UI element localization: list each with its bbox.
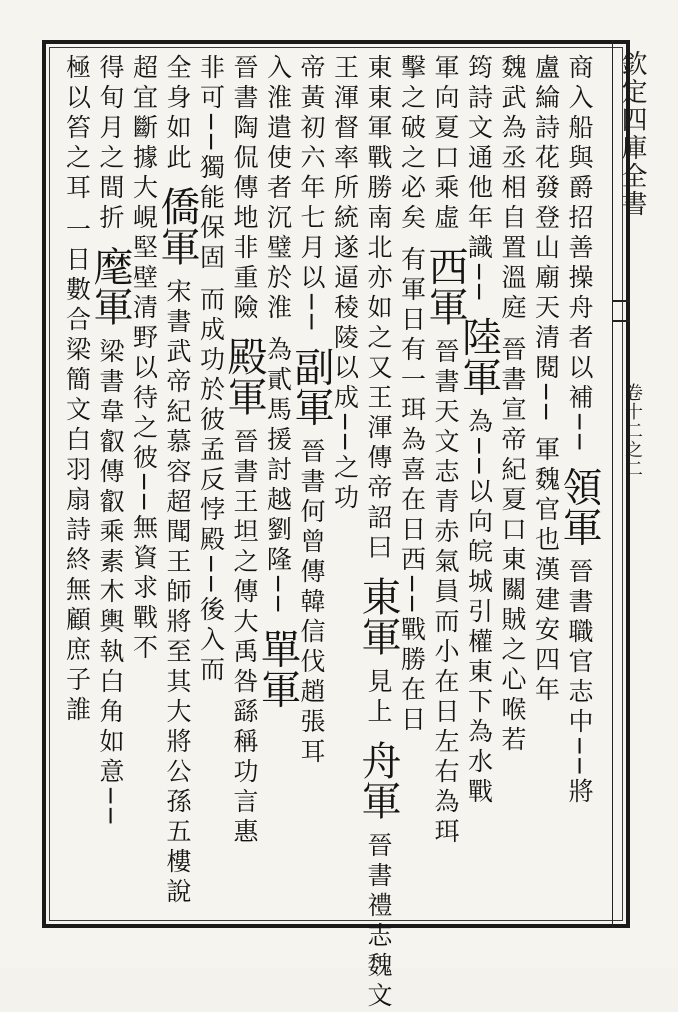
column-text: 晉書職官志中──將 [565, 558, 594, 809]
column-text: 為──以向皖城引權東下為水戰 [464, 408, 494, 809]
column-text: 軍魏官也漢建安四年 [531, 436, 561, 707]
heading-term: 單軍 [254, 628, 301, 709]
column-text: 宋書武帝紀慕容超聞王師將至其大將公孫五樓說 [163, 278, 192, 908]
heading-term: 領軍 [556, 466, 602, 547]
heading-term: 東軍 [355, 576, 401, 656]
column-text: 得旬月之間折 [96, 54, 125, 234]
column-text: 商入船與爵招善操舟者以補── [565, 54, 594, 455]
column-text: 盧綸詩花發登山廟天清閱── [531, 54, 561, 425]
column-text: 為貳馬援討越劉隆── [263, 336, 293, 617]
column-text: 東東軍戰勝南北亦如之又王渾傳帝詔曰 [364, 54, 393, 564]
column-text: 極以笞之耳 [62, 54, 92, 204]
column-text: 軍向夏口乘虛 [431, 54, 460, 234]
column-text: 帝黃初六年七月以── [297, 54, 326, 335]
heading-term: 麾軍 [87, 246, 133, 326]
text-column [54, 54, 100, 914]
heading-term: 副軍 [288, 346, 334, 427]
column-text: 晉書何曾傳韓信伐趙張耳 [297, 438, 326, 769]
column-text: 晉書天文志青赤氣員而小在日左右為珥 [431, 338, 460, 848]
column-text: 晉書王坦之傳大禹咎繇稱功言惠 [230, 428, 259, 848]
column-text: 筠詩文通他年識── [464, 54, 494, 305]
column-text: 晉書陶侃傳地非重險 [230, 54, 259, 324]
heading-term: 殿軍 [221, 336, 267, 416]
column-text: 超宜斷據大峴堅壁清野以待之彼──無資求戰不 [129, 54, 159, 665]
column-text: 梁書韋叡傳叡乘素木輿執白角如意── [96, 338, 125, 829]
book-title: 欽定四庫全書 [617, 50, 647, 218]
column-text: 有軍日有一珥為喜在日西──戰勝在日 [397, 246, 427, 737]
heading-term: 陸軍 [455, 316, 502, 397]
column-text: 晉書宣帝紀夏口東關賊之心喉若 [498, 336, 527, 756]
column-text: 王渾督率所統遂逼稜陵以成──之功 [330, 54, 360, 515]
column-text: 而成功於彼孟反悖殿──後入而 [196, 286, 226, 687]
column-text: 魏武為丞相自置溫庭 [498, 54, 527, 324]
heading-term: 僑軍 [154, 186, 200, 266]
fishtail-mark [612, 300, 630, 322]
heading-term: 舟軍 [355, 740, 401, 820]
column-text: 非可──獨能保固 [196, 54, 226, 275]
column-text: 全身如此 [163, 54, 192, 174]
column-text: 擊之破之必矣 [397, 54, 427, 234]
juan-number: 卷十二之二 [622, 383, 643, 478]
column-text: 入淮遣使者沉璧於淮 [263, 54, 293, 324]
heading-term: 西軍 [422, 246, 468, 326]
column-text: 一日數合梁簡文白羽扇詩終無顧庶子誰 [62, 216, 92, 726]
column-text: 晉書禮志魏文 [364, 832, 393, 1012]
column-text: 見上 [364, 668, 393, 728]
